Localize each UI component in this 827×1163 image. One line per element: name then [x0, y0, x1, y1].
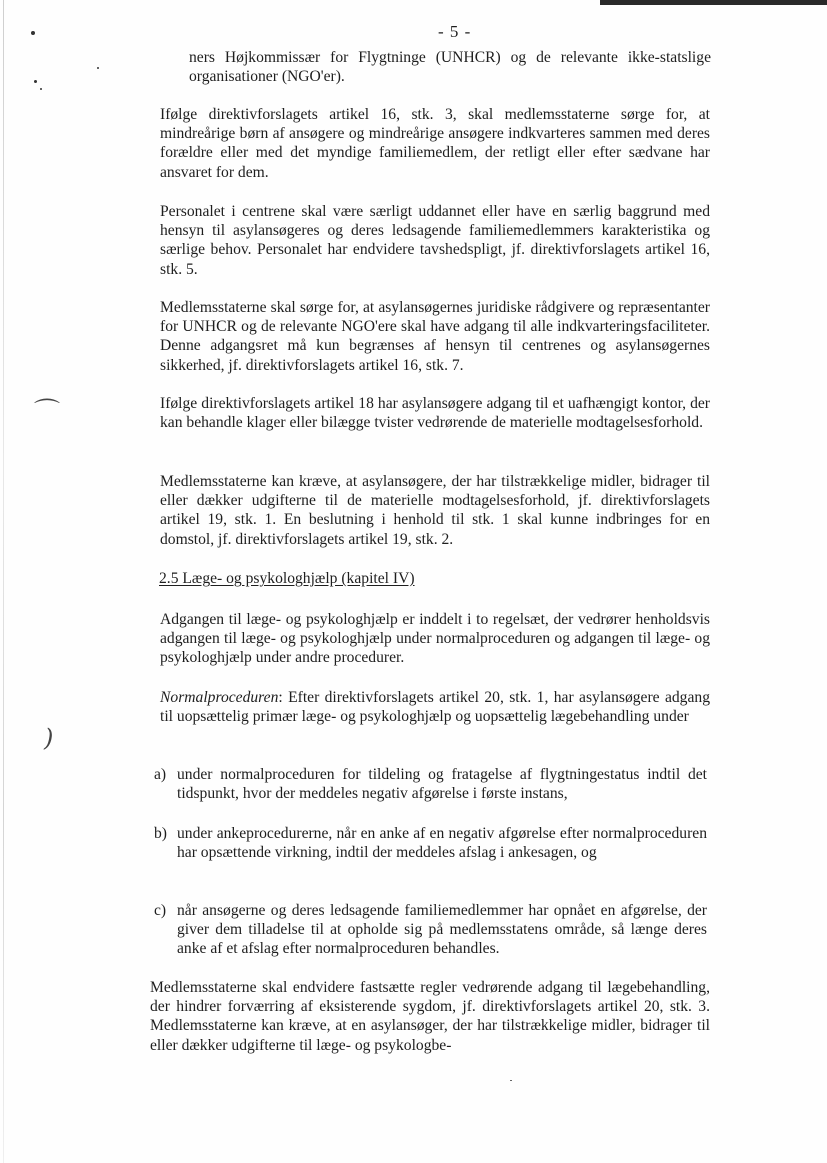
paragraph-article-16-3: Ifølge direktivforslagets artikel 16, stk. 3, skal medlemsstaterne sørge for, at mindreårige børn af ansøgere og mindreårige ansøgere indkvarteres sammen med deres forældre eller med det myndige familiemedlem, der retligt eller efter sædvane har ansvaret for dem. — [160, 106, 710, 181]
paragraph-closing: Medlemsstaterne skal endvidere fastsætte regler vedrørende adgang til lægebehandling, der hindrer forværring af eksisterende sygdom, jf. direktivforslagets artikel 20, stk. 3. Medlemsstaterne kan kræve, at en asylansøger, der har tilstrækkelige midler, bidrager til eller dækker udgifterne til læge- og psykologbe- — [150, 979, 710, 1054]
list-item — [150, 765, 710, 805]
margin-curve-mark: ⌒ — [34, 398, 61, 428]
scan-speck — [31, 31, 35, 35]
paragraph-article-18: Ifølge direktivforslagets artikel 18 har asylansøgere adgang til et uafhængigt kontor, der kan behandle klager eller bilægge tvister vedrørende de materielle modtagelsesforhold. — [160, 395, 710, 432]
list-marker: b) — [154, 825, 167, 842]
list-marker: a) — [154, 766, 167, 783]
paragraph-section-intro: Adgangen til læge- og psykologhjælp er inddelt i to regelsæt, der vedrører henholdsvis adgangen til læge- og psykologhjælp under normalproceduren og adgangen til læge- og psykologhjælp under andre procedurer. — [160, 611, 710, 667]
paragraph-article-19: Medlemsstaterne kan kræve, at asylansøgere, der har tilstrækkelige midler, bidrager til eller dækker udgifterne til de materielle modtagelsesforhold, jf. direktivforslagets artikel 19, stk. 1. En beslutning i henhold til stk. 1 skal kunne indbringes for en domstol, jf. direktivforslagets artikel 19, stk. 2. — [160, 473, 710, 548]
paragraph-normal-procedure — [160, 688, 710, 726]
paragraph-access-rights: Medlemsstaterne skal sørge for, at asylansøgernes juridiske rådgivere og repræsentanter for UNHCR og de relevante NGO'ere skal have adgang til alle indkvarteringsfaciliteter. Denne adgangsret må kun begrænses af hensyn til centrenes og asylansøgernes sikkerhed, jf. direktivforslagets artikel 16, stk. 7. — [160, 299, 710, 374]
paragraph-personnel: Personalet i centrene skal være særligt uddannet eller have en særlig baggrund med hensyn til asylansøgeres og deres ledsagende familiemedlemmers karakteristika og særlige behov. Personalet har endvidere tavshedspligt, jf. direktivforslagets artikel 16, stk. 5. — [160, 203, 710, 278]
page-number: - 5 - — [438, 22, 472, 41]
scan-edge-top — [600, 0, 827, 5]
scan-edge-left — [3, 0, 4, 1163]
margin-curve-mark: ) — [44, 724, 54, 752]
normal-procedure-lead: Normalproceduren — [160, 689, 279, 706]
list-item — [150, 824, 710, 884]
list-item-text: når ansøgerne og deres ledsagende familiemedlemmer har opnået en afgørelse, der giver dem tilladelse til at opholde sig på medlemsstatens område, så længe deres anke af et afslag efter normalproceduren behandles. — [177, 902, 707, 958]
section-heading: 2.5 Læge- og psykologhjælp (kapitel IV) — [159, 570, 415, 587]
scan-speck — [97, 67, 99, 69]
paragraph-continuation: ners Højkommissær for Flygtninge (UNHCR) og de relevante ikke-statslige organisationer (NGO'er). — [189, 49, 711, 86]
list-item-text: under ankeprocedurerne, når en anke af en negativ afgørelse efter normalproceduren har opsættende virkning, indtil der meddeles afslag i ankesagen, og — [177, 825, 707, 862]
scan-speck — [40, 88, 42, 90]
list-item-text: under normalproceduren for tildeling og fratagelse af flygtningestatus indtil det tidspunkt, hvor der meddeles negativ afgørelse i første instans, — [177, 766, 707, 803]
scan-speck — [34, 80, 37, 83]
list-item — [150, 901, 710, 961]
list-marker: c) — [154, 902, 167, 919]
normal-procedure-text: : Efter direktivforslagets artikel 20, stk. 1, har asylansøgere adgang til uopsættelig primær læge- og psykologhjælp og uopsættelig lægebehandling under — [160, 689, 710, 726]
scan-speck — [510, 1080, 512, 1081]
